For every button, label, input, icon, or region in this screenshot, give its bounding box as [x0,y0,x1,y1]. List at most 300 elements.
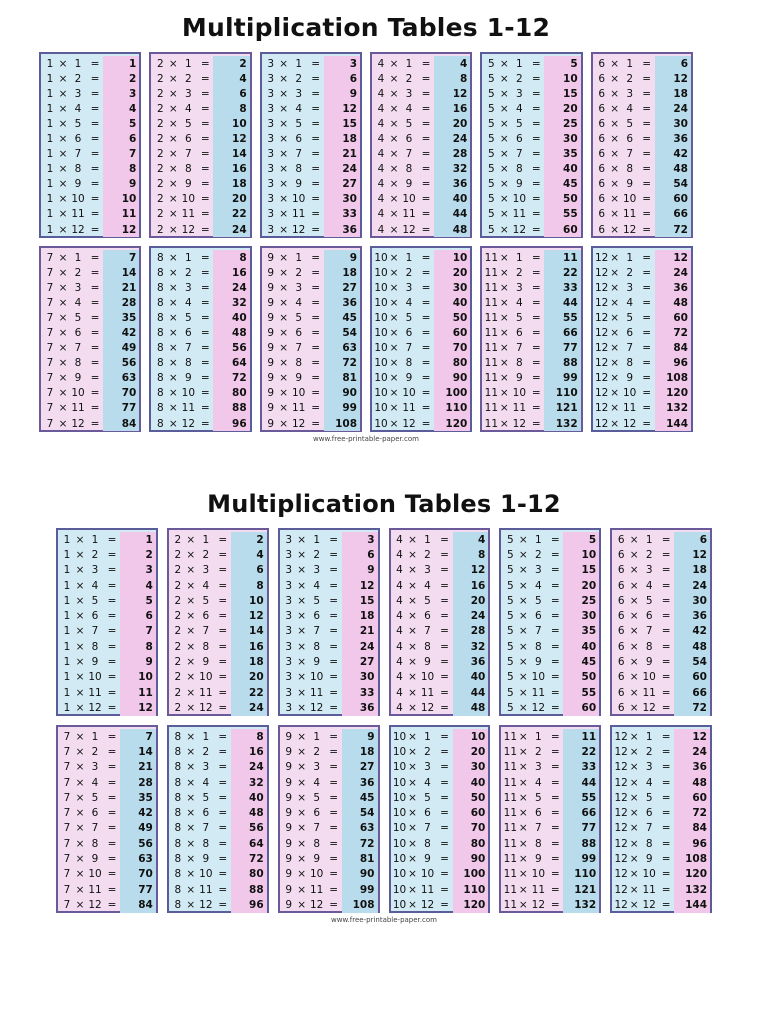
table-row [151,325,249,340]
product: 24 [342,639,378,654]
product: 12 [674,729,710,744]
table-row [391,593,489,608]
equals-sign: = [200,402,210,415]
equals-sign: = [329,853,339,866]
product: 120 [655,386,691,401]
table-row [372,86,470,101]
factor-b: 4 [405,102,413,115]
times-sign: × [58,372,68,385]
table-row [482,265,580,280]
product: 3 [342,532,378,547]
times-table-10 [389,725,491,913]
factor-a: 7 [63,883,71,896]
factor-b: 6 [184,133,192,146]
table-row [372,207,470,222]
table-row [58,593,156,608]
factor-a: 3 [267,87,274,100]
factor-a: 10 [374,357,388,370]
factor-a: 3 [285,548,292,561]
factor-b: 12 [88,701,102,714]
times-sign: × [408,701,417,714]
equals-sign: = [329,594,339,607]
product: 21 [103,280,139,295]
product: 66 [544,325,580,340]
product: 72 [231,851,267,866]
times-sign: × [58,266,68,279]
times-sign: × [75,791,85,804]
times-sign: × [168,208,178,221]
factor-b: 6 [534,610,542,623]
equals-sign: = [329,671,339,684]
product: 40 [434,295,470,310]
factor-a: 1 [46,102,54,115]
factor-b: 2 [534,548,542,561]
equals-sign: = [200,133,210,146]
factor-a: 10 [374,296,388,309]
times-sign: × [389,163,399,176]
table-row [151,147,249,162]
factor-b: 7 [424,822,431,835]
product: 28 [120,775,156,790]
factor-a: 11 [503,791,518,804]
factor-a: 3 [267,102,274,115]
equals-sign: = [107,686,117,699]
table-row [501,608,599,623]
factor-a: 6 [598,148,605,161]
factor-a: 11 [503,883,518,896]
times-sign: × [408,837,417,850]
table-row [41,177,139,192]
factor-a: 3 [267,148,274,161]
table-row [391,532,489,547]
table-row [41,116,139,131]
product: 120 [674,867,710,882]
product: 4 [231,547,267,562]
table-row [58,532,156,547]
product: 40 [434,192,470,207]
factor-a: 2 [174,610,182,623]
equals-sign: = [550,533,560,546]
times-sign: × [75,807,85,820]
factor-a: 7 [63,868,71,881]
factor-a: 9 [267,327,274,340]
factor-a: 4 [396,625,403,638]
factor-b: 9 [515,178,523,191]
product: 5 [563,532,599,547]
equals-sign: = [107,730,117,743]
equals-sign: = [531,133,541,146]
table-row [391,897,489,912]
factor-b: 3 [534,761,542,774]
product: 18 [342,744,378,759]
product: 66 [674,685,710,700]
factor-b: 4 [424,579,431,592]
factor-b: 10 [402,193,416,206]
factor-b: 12 [71,223,85,236]
factor-a: 10 [392,898,407,911]
equals-sign: = [531,266,541,279]
table-row [169,608,267,623]
equals-sign: = [218,883,228,896]
table-row [482,295,580,310]
equals-sign: = [329,745,339,758]
table-row [612,897,710,912]
equals-sign: = [550,579,560,592]
product: 6 [103,131,139,146]
times-sign: × [389,296,399,309]
equals-sign: = [329,898,339,911]
factor-a: 5 [487,72,495,85]
times-sign: × [610,342,620,355]
equals-sign: = [531,102,541,115]
product: 50 [563,670,599,685]
equals-sign: = [90,57,100,70]
table-row [41,341,139,356]
factor-a: 9 [267,417,274,430]
product: 6 [655,56,691,71]
factor-b: 8 [202,640,210,653]
equals-sign: = [550,837,560,850]
table-row [58,670,156,685]
product: 4 [120,578,156,593]
table-row [280,563,378,578]
equals-sign: = [421,372,431,385]
factor-a: 2 [174,640,182,653]
equals-sign: = [311,163,321,176]
equals-sign: = [311,87,321,100]
factor-b: 2 [202,745,210,758]
table-row [151,56,249,71]
table-row [501,624,599,639]
equals-sign: = [550,686,560,699]
product: 9 [324,250,360,265]
factor-b: 9 [184,372,192,385]
times-sign: × [610,223,620,236]
times-sign: × [75,745,85,758]
equals-sign: = [200,417,210,430]
factor-a: 1 [63,640,71,653]
equals-sign: = [440,853,449,866]
table-row [280,851,378,866]
table-row [501,700,599,715]
factor-a: 3 [267,72,274,85]
factor-a: 4 [377,72,385,85]
equals-sign: = [329,610,339,623]
product: 14 [231,624,267,639]
equals-sign: = [107,837,117,850]
table-row [280,578,378,593]
factor-a: 7 [46,266,54,279]
equals-sign: = [90,178,100,191]
factor-a: 11 [503,761,518,774]
product: 120 [453,897,489,912]
times-sign: × [518,868,528,881]
times-sign: × [629,594,639,607]
times-sign: × [168,311,178,324]
product: 7 [120,624,156,639]
factor-b: 9 [626,372,633,385]
equals-sign: = [90,281,100,294]
factor-b: 6 [645,610,653,623]
times-sign: × [75,625,85,638]
product: 84 [120,897,156,912]
product: 64 [213,356,249,371]
equals-sign: = [311,342,321,355]
times-sign: × [186,564,196,577]
factor-b: 7 [534,625,542,638]
table-row [612,882,710,897]
table-row [58,790,156,805]
product: 70 [453,821,489,836]
equals-sign: = [421,117,431,130]
product: 35 [103,310,139,325]
product: 12 [655,250,691,265]
product: 9 [342,729,378,744]
times-sign: × [75,883,85,896]
factor-b: 10 [199,671,213,684]
factor-b: 1 [91,533,99,546]
factor-a: 5 [487,102,495,115]
equals-sign: = [311,402,321,415]
equals-sign: = [642,163,652,176]
factor-b: 12 [531,898,546,911]
times-sign: × [389,251,399,264]
table-row [612,836,710,851]
factor-a: 4 [396,594,403,607]
factor-a: 12 [594,342,609,355]
times-sign: × [75,594,85,607]
factor-a: 7 [63,837,71,850]
table-row [593,131,691,146]
factor-a: 7 [46,281,54,294]
times-sign: × [518,776,528,789]
factor-b: 3 [295,281,302,294]
factor-b: 9 [405,178,413,191]
factor-a: 10 [374,281,388,294]
product: 2 [120,547,156,562]
times-sign: × [499,417,509,430]
times-table-3 [278,528,380,716]
table-row [593,86,691,101]
equals-sign: = [661,898,671,911]
factor-a: 1 [63,671,71,684]
times-sign: × [297,701,307,714]
times-sign: × [408,868,417,881]
times-sign: × [408,853,417,866]
equals-sign: = [421,87,431,100]
times-sign: × [518,548,528,561]
factor-b: 3 [184,87,192,100]
times-sign: × [279,208,289,221]
table-row [372,56,470,71]
product: 9 [120,654,156,669]
table-row [262,222,360,237]
equals-sign: = [107,868,117,881]
times-sign: × [389,387,399,400]
equals-sign: = [107,883,117,896]
table-row [280,532,378,547]
factor-a: 9 [267,281,274,294]
factor-b: 9 [405,372,413,385]
times-sign: × [629,868,639,881]
factor-b: 1 [534,730,542,743]
times-sign: × [610,193,620,206]
factor-b: 7 [202,625,210,638]
equals-sign: = [440,656,449,669]
factor-a: 6 [598,208,605,221]
factor-a: 6 [617,640,625,653]
equals-sign: = [107,656,117,669]
factor-b: 4 [91,579,99,592]
product: 28 [453,624,489,639]
factor-a: 9 [285,837,292,850]
equals-sign: = [218,730,228,743]
table-row [262,295,360,310]
times-sign: × [518,730,528,743]
table-row [262,280,360,295]
times-sign: × [168,402,178,415]
factor-a: 1 [63,564,71,577]
factor-a: 12 [614,807,628,820]
product: 22 [563,744,599,759]
factor-a: 1 [46,133,54,146]
factor-a: 4 [377,102,385,115]
times-sign: × [279,311,289,324]
factor-a: 6 [598,178,605,191]
factor-a: 7 [63,853,71,866]
equals-sign: = [440,564,449,577]
factor-b: 11 [531,883,546,896]
product: 70 [434,341,470,356]
factor-a: 2 [156,87,164,100]
times-sign: × [75,898,85,911]
product: 30 [324,192,360,207]
table-row [612,593,710,608]
product: 66 [563,805,599,820]
equals-sign: = [90,193,100,206]
product: 15 [342,593,378,608]
product: 3 [120,563,156,578]
factor-b: 5 [645,791,653,804]
times-sign: × [499,163,509,176]
times-sign: × [75,822,85,835]
factor-a: 5 [506,625,514,638]
table-row [169,775,267,790]
equals-sign: = [661,656,671,669]
product: 44 [453,685,489,700]
factor-a: 7 [46,372,54,385]
times-sign: × [629,610,639,623]
product: 27 [342,654,378,669]
times-sign: × [168,387,178,400]
product: 8 [231,729,267,744]
factor-a: 3 [285,625,292,638]
equals-sign: = [642,193,652,206]
equals-sign: = [550,701,560,714]
factor-b: 10 [622,193,637,206]
product: 12 [231,608,267,623]
equals-sign: = [440,579,449,592]
factor-b: 1 [515,251,523,264]
factor-b: 4 [626,102,633,115]
table-row [169,790,267,805]
product: 8 [213,101,249,116]
equals-sign: = [550,640,560,653]
factor-b: 11 [291,402,306,415]
factor-a: 4 [377,87,385,100]
product: 144 [655,416,691,431]
factor-a: 4 [396,701,403,714]
table-row [501,670,599,685]
times-sign: × [389,417,399,430]
table-row [280,670,378,685]
factor-a: 9 [285,730,292,743]
table-row [262,131,360,146]
factor-b: 3 [645,761,653,774]
factor-a: 7 [46,296,54,309]
product: 99 [563,851,599,866]
factor-b: 5 [405,117,413,130]
factor-b: 3 [515,281,523,294]
footer-url: www.free-printable-paper.com [313,435,419,443]
times-sign: × [499,223,509,236]
factor-b: 2 [184,266,192,279]
factor-b: 12 [420,898,435,911]
product: 70 [120,867,156,882]
factor-a: 12 [614,883,628,896]
times-sign: × [389,57,399,70]
product: 88 [231,882,267,897]
factor-b: 1 [645,730,653,743]
product: 48 [231,805,267,820]
table-row [612,760,710,775]
equals-sign: = [311,327,321,340]
equals-sign: = [200,372,210,385]
factor-b: 7 [295,342,302,355]
factor-a: 6 [598,57,605,70]
times-sign: × [297,853,307,866]
table-row [169,836,267,851]
product: 56 [231,821,267,836]
times-sign: × [279,148,289,161]
times-table-7 [56,725,158,913]
times-sign: × [518,791,528,804]
factor-a: 8 [174,730,182,743]
table-row [372,280,470,295]
factor-a: 6 [617,564,625,577]
times-sign: × [75,730,85,743]
factor-b: 5 [184,117,192,130]
factor-b: 7 [645,625,653,638]
table-row [372,131,470,146]
factor-b: 7 [424,625,431,638]
equals-sign: = [311,357,321,370]
times-sign: × [499,281,509,294]
product: 90 [324,386,360,401]
table-row [391,563,489,578]
times-sign: × [389,178,399,191]
factor-b: 10 [420,671,435,684]
factor-a: 5 [487,133,495,146]
product: 22 [544,265,580,280]
equals-sign: = [550,745,560,758]
product: 32 [453,639,489,654]
product: 96 [674,836,710,851]
table-row [262,147,360,162]
equals-sign: = [440,868,449,881]
factor-a: 7 [46,417,54,430]
table-row [612,729,710,744]
